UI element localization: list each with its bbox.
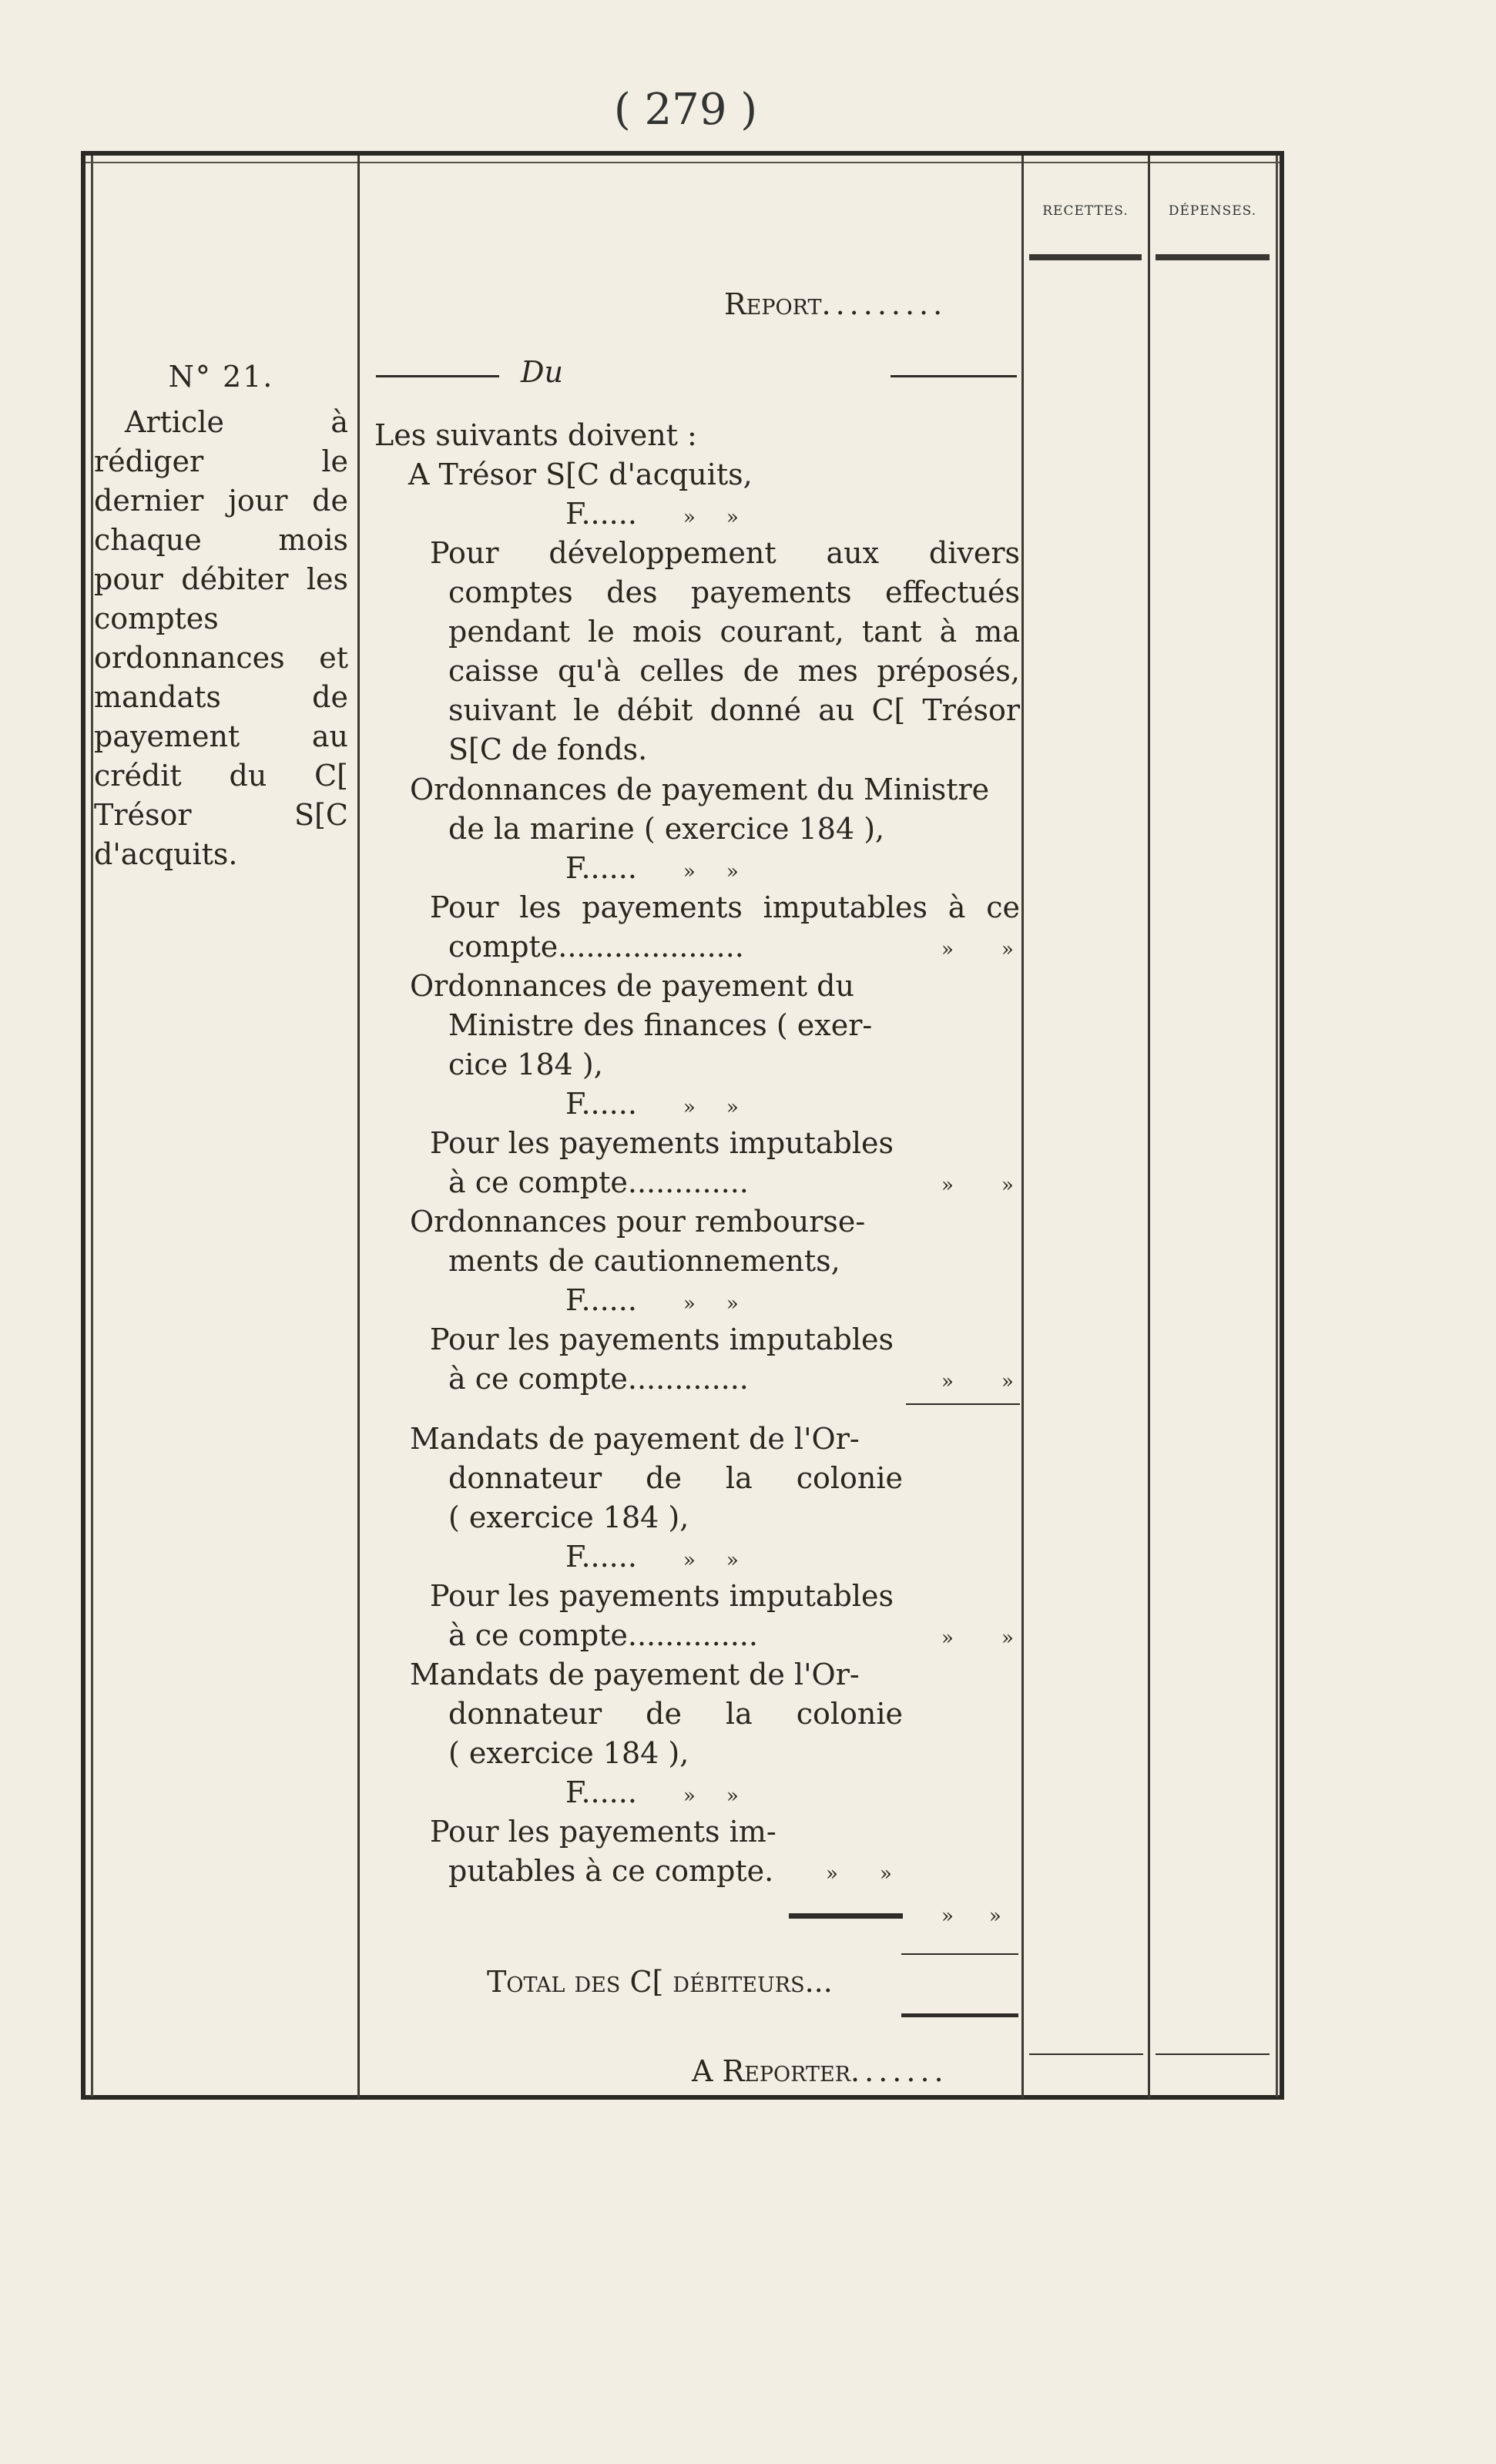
entry-1-desc-line: caisse qu'à celles de mes préposés, — [448, 654, 1020, 688]
entry-6-desc: Pour les payements im- — [430, 1815, 777, 1849]
entry-3-desc: à ce compte............. » » — [448, 1165, 1014, 1199]
subtotal-rule — [906, 1403, 1020, 1405]
entry-3-f-line: F...... » » — [565, 1087, 739, 1121]
marginal-number: N° 21. — [168, 360, 274, 394]
intro-text: Les suivants doivent : — [374, 418, 697, 452]
entry-1-f-line: F...... » » — [565, 497, 739, 531]
entry-1-desc-line: suivant le débit donné au C[ Trésor — [448, 693, 1020, 727]
entry-6-f-line: F...... » » — [565, 1775, 739, 1809]
du-rule-right — [891, 375, 1017, 377]
entry-3-head: Ministre des finances ( exer- — [448, 1008, 873, 1042]
column-divider-depenses — [1148, 156, 1150, 2098]
entry-5-head: Mandats de payement de l'Or- — [410, 1422, 860, 1456]
entry-2-f-line: F...... » » — [565, 851, 739, 885]
entry-4-desc: à ce compte............. » » — [448, 1362, 1014, 1396]
entry-5-f-line: F...... » » — [565, 1540, 739, 1574]
entry-1-desc-line: S[C de fonds. — [448, 732, 648, 766]
frame-inner-rule-top — [86, 162, 1280, 163]
entry-2-desc: compte.................... » » — [448, 930, 1014, 964]
column-divider-recettes — [1021, 156, 1024, 2098]
entry-6-desc: putables à ce compte. » » — [448, 1854, 892, 1888]
entry-4-head: ments de cautionnements, — [448, 1244, 840, 1278]
entry-4-f-line: F...... » » — [565, 1283, 739, 1317]
report-line — [724, 285, 1017, 324]
total-debiteurs: Total des C[ débiteurs... — [487, 1965, 833, 1999]
entry-2-head: Ordonnances de payement du Ministre — [410, 773, 990, 806]
frame-inner-rule-right — [1276, 156, 1278, 2097]
entry-5-desc: à ce compte.............. » » — [448, 1618, 1014, 1652]
entry-6-head: ( exercice 184 ), — [448, 1736, 689, 1770]
total-rule-bottom — [901, 2013, 1018, 2017]
entry-1-desc-line: comptes des payements effectués — [448, 575, 1020, 609]
entry-6-head: donnateur de la colonie — [448, 1697, 903, 1731]
entry-3-head: cice 184 ), — [448, 1048, 603, 1081]
report-dots: ......... — [821, 287, 948, 321]
subtotal-quotes: » » — [941, 1905, 1001, 1928]
subtotal-thick-rule — [789, 1913, 903, 1919]
entry-1-desc: Pour développement aux divers — [430, 536, 1020, 570]
du-label: Du — [521, 355, 563, 389]
a-reporter-line: A Reporter....... — [692, 2054, 948, 2088]
marginal-note — [94, 357, 348, 874]
marginal-text: Article à rédiger le dernier jour de chaque mois pour débiter les comptes ordonnances et mandats de payement au crédit du C[ Trésor S[C d'acquits. — [94, 405, 348, 871]
entry-3-desc: Pour les payements imputables — [430, 1126, 894, 1160]
page-number: ( 279 ) — [613, 85, 758, 135]
column-divider-margin — [357, 156, 360, 2098]
recettes-total-rule — [1029, 2053, 1143, 2055]
column-header-depenses: DÉPENSES. — [1168, 203, 1257, 219]
column-header-recettes: RECETTES. — [1042, 203, 1129, 219]
entry-1-head: A Trésor S[C d'acquits, — [408, 458, 753, 491]
entry-5-desc: Pour les payements imputables — [430, 1579, 894, 1613]
total-rule-top — [901, 1953, 1018, 1955]
report-label: Report — [724, 287, 822, 321]
entry-1-desc-line: pendant le mois courant, tant à ma — [448, 615, 1020, 649]
entry-4-head: Ordonnances pour rembourse- — [410, 1205, 866, 1239]
column-header-rule-depenses — [1156, 254, 1270, 260]
entry-4-desc: Pour les payements imputables — [430, 1323, 894, 1356]
entry-5-head: donnateur de la colonie — [448, 1461, 903, 1495]
depenses-total-rule — [1156, 2053, 1270, 2055]
column-header-rule-recettes — [1029, 254, 1142, 260]
du-rule-left — [376, 375, 499, 377]
entry-2-desc: Pour les payements imputables à ce — [430, 890, 1020, 924]
entry-3-head: Ordonnances de payement du — [410, 969, 854, 1003]
entry-6-head: Mandats de payement de l'Or- — [410, 1658, 860, 1691]
entry-2-head: de la marine ( exercice 184 ), — [448, 812, 885, 846]
frame-inner-rule-left — [91, 156, 93, 2097]
entry-5-head: ( exercice 184 ), — [448, 1500, 689, 1534]
